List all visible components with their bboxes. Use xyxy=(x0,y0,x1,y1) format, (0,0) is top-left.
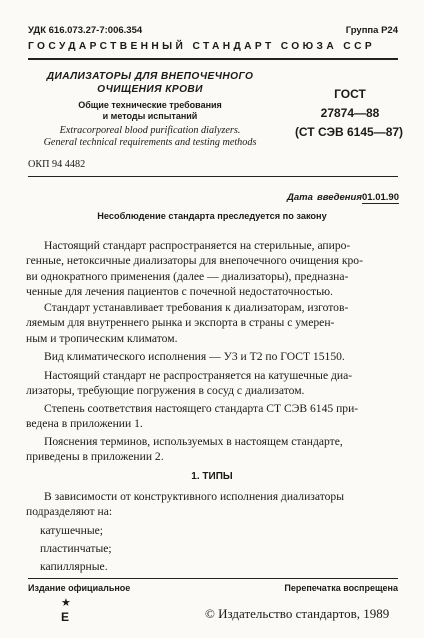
copyright: © Издательство стандартов, 1989 xyxy=(205,606,390,621)
text-line: подразделяют на: xyxy=(26,505,113,519)
english-title-line2: General technical requirements and testing methods xyxy=(43,137,257,148)
doc-subtitle-line1: Общие технические требования xyxy=(78,100,222,110)
section-heading: 1. ТИПЫ xyxy=(191,471,233,482)
okp-code: ОКП 94 4482 xyxy=(28,159,86,170)
udk-code: УДК 616.073.27-7:006.354 xyxy=(28,25,143,36)
text-line: ведена в приложении 1. xyxy=(26,417,143,431)
list-item: катушечные; xyxy=(40,524,103,537)
star-icon: ★ xyxy=(61,597,71,609)
date-value: 01.01.90 xyxy=(362,192,399,203)
section-intro xyxy=(26,489,399,520)
doc-title-line2: ОЧИЩЕНИЯ КРОВИ xyxy=(97,84,203,95)
footer-rule xyxy=(28,578,398,579)
paragraph-requirements xyxy=(26,300,399,346)
text-line: Вид климатического исполнения — У3 и Т2 по ГОСТ 15150. xyxy=(44,350,345,363)
reprint-notice: Перепечатка воспрещена xyxy=(284,583,398,593)
list-item: пластинчатые; xyxy=(40,542,112,555)
text-line: Настоящий стандарт распространяется на стерильные, апиро- xyxy=(44,239,351,252)
text-line: В зависимости от конструктивного исполнения диализаторы xyxy=(44,490,344,503)
text-line: Настоящий стандарт не распространяется на катушечные диа- xyxy=(44,369,353,382)
text-line: ным и тропическим климатом. xyxy=(26,331,178,345)
paragraph-climate xyxy=(26,349,399,364)
text-line: ляемым для внутреннего рынка и экспорта в страны с умерен- xyxy=(26,316,335,330)
text-line: ви однократного применения (далее — диализаторы), предназна- xyxy=(26,269,349,283)
official-edition: Издание официальное xyxy=(28,583,131,593)
law-notice: Несоблюдение стандарта преследуется по закону xyxy=(97,211,327,221)
text-line: лизаторы, требующие погружения в сосуд с диализатом. xyxy=(26,384,305,398)
text-line: Пояснения терминов, используемых в настоящем стандарте, xyxy=(44,435,343,448)
text-line: приведены в приложении 2. xyxy=(26,450,164,464)
text-line: генные, нетоксичные диализаторы для внепочечного очищения кро- xyxy=(26,254,363,268)
text-line: Стандарт устанавливает требования к диализаторам, изготов- xyxy=(44,301,349,314)
date-label: Дата xyxy=(287,192,313,203)
type-list xyxy=(40,522,112,576)
date-intro-label: введения xyxy=(317,192,362,203)
doc-subtitle-line2: и методы испытаний xyxy=(102,111,198,121)
paragraph-scope xyxy=(26,238,399,299)
group-code: Группа Р24 xyxy=(345,25,398,36)
gost-label: ГОСТ xyxy=(334,87,366,101)
header-rule xyxy=(28,58,398,60)
okp-rule xyxy=(28,176,398,177)
paragraph-conformity xyxy=(26,401,399,432)
sev-number: (СТ СЭВ 6145—87) xyxy=(294,125,404,139)
english-title-line1: Extracorporeal blood purification dialyzers. xyxy=(59,125,241,136)
gost-number: 27874—88 xyxy=(320,106,380,120)
paragraph-terms xyxy=(26,434,399,465)
state-standard-heading: ГОСУДАРСТВЕННЫЙ СТАНДАРТ СОЮЗА ССР xyxy=(28,41,376,52)
doc-title-line1: ДИАЛИЗАТОРЫ ДЛЯ ВНЕПОЧЕЧНОГО xyxy=(46,71,254,82)
text-line: ченные для лечения пациентов с почечной недостаточностью. xyxy=(26,284,333,298)
list-item: капиллярные. xyxy=(40,560,108,573)
text-line: Степень соответствия настоящего стандарта СТ СЭВ 6145 при- xyxy=(44,402,359,415)
edition-letter: Е xyxy=(61,610,70,624)
paragraph-exclusion xyxy=(26,368,399,399)
